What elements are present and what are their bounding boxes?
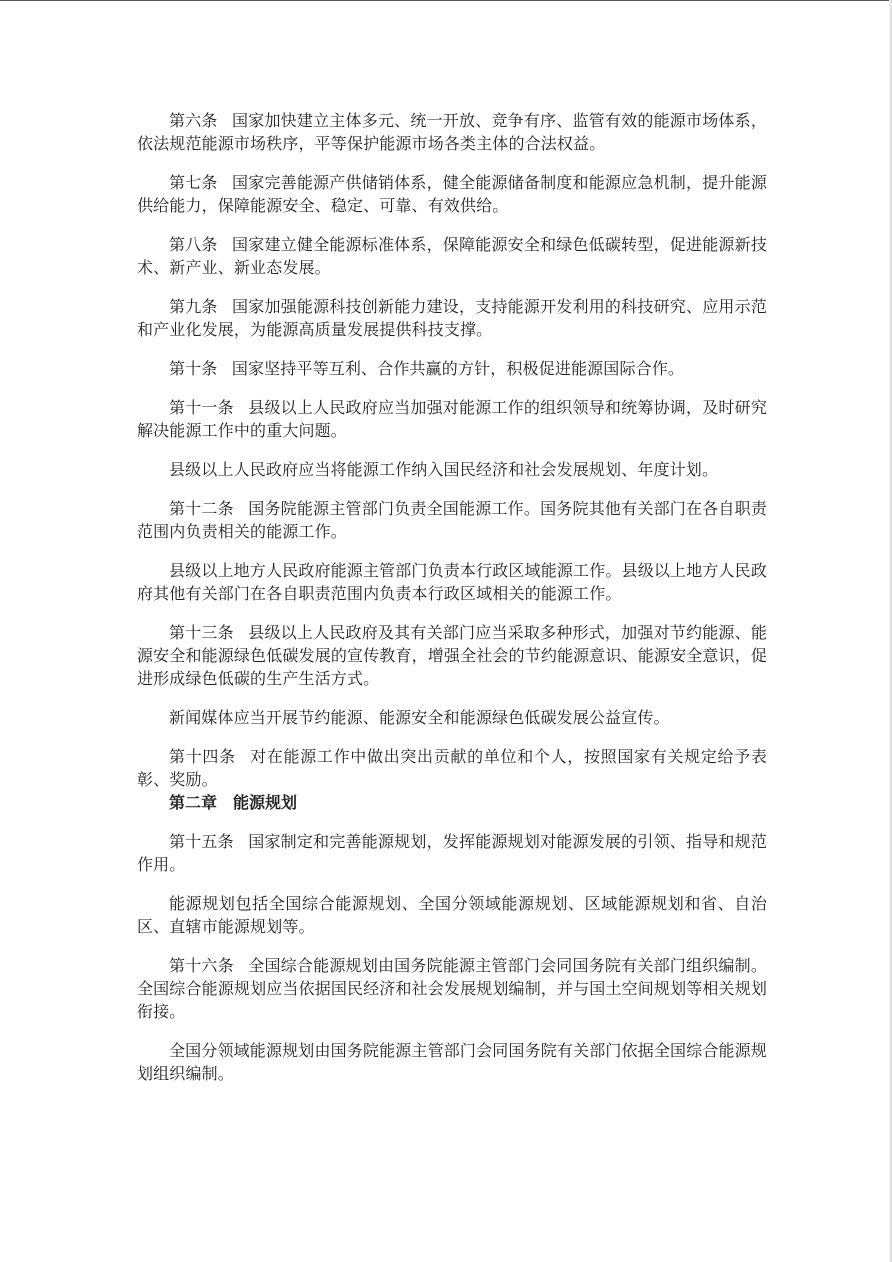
article-13-para-2 (137, 706, 767, 729)
chapter-title: 能源规划 (233, 793, 298, 812)
article-9 (137, 295, 767, 341)
article-14 (137, 745, 767, 791)
article-number: 第十六条 (169, 956, 234, 975)
article-15 (137, 830, 767, 876)
article-text: 县级以上人民政府应当加强对能源工作的组织领导和统筹协调，及时研究解决能源工作中的重大问题。 (137, 398, 767, 440)
article-text: 国家完善能源产供储销体系，健全能源储备制度和能源应急机制，提升能源供给能力，保障能源安全、稳定、可靠、有效供给。 (137, 173, 767, 215)
article-text: 国家建立健全能源标准体系，保障能源安全和绿色低碳转型，促进能源新技术、新产业、新业态发展。 (137, 235, 767, 277)
article-number: 第六条 (169, 111, 218, 130)
article-6 (137, 109, 767, 155)
article-number: 第十条 (169, 359, 218, 378)
article-8 (137, 233, 767, 279)
article-number: 第九条 (169, 297, 218, 316)
chapter-heading (137, 791, 767, 814)
article-13 (137, 621, 767, 690)
article-text: 国家制定和完善能源规划，发挥能源规划对能源发展的引领、指导和规范作用。 (137, 832, 767, 874)
article-text: 县级以上人民政府及其有关部门应当采取多种形式，加强对节约能源、能源安全和能源绿色低碳发展的宣传教育，增强全社会的节约能源意识、能源安全意识，促进形成绿色低碳的生产生活方式。 (137, 623, 767, 688)
article-16-para-2 (137, 1039, 767, 1085)
article-text: 国家加快建立主体多元、统一开放、竞争有序、监管有效的能源市场体系，依法规范能源市场秩序，平等保护能源市场各类主体的合法权益。 (137, 111, 767, 153)
article-number: 第十一条 (169, 398, 234, 417)
document-body (137, 109, 767, 1101)
article-text: 对在能源工作中做出突出贡献的单位和个人，按照国家有关规定给予表彰、奖励。 (137, 747, 767, 789)
article-11 (137, 396, 767, 442)
article-text: 国家加强能源科技创新能力建设，支持能源开发利用的科技研究、应用示范和产业化发展，为能源高质量发展提供科技支撑。 (137, 297, 767, 339)
page-top-border (0, 0, 892, 1)
paragraph-text: 新闻媒体应当开展节约能源、能源安全和能源绿色低碳发展公益宣传。 (169, 708, 670, 727)
article-number: 第十三条 (169, 623, 234, 642)
paragraph-text: 县级以上地方人民政府能源主管部门负责本行政区域能源工作。县级以上地方人民政府其他有关部门在各自职责范围内负责本行政区域相关的能源工作。 (137, 561, 767, 603)
paragraph-text: 能源规划包括全国综合能源规划、全国分领域能源规划、区域能源规划和省、自治区、直辖市能源规划等。 (137, 894, 767, 936)
article-11-para-2 (137, 458, 767, 481)
article-15-para-2 (137, 892, 767, 938)
article-7 (137, 171, 767, 217)
article-12-para-2 (137, 559, 767, 605)
article-number: 第十四条 (169, 747, 236, 766)
paragraph-text: 全国分领域能源规划由国务院能源主管部门会同国务院有关部门依据全国综合能源规划组织编制。 (137, 1041, 767, 1083)
article-text: 全国综合能源规划由国务院能源主管部门会同国务院有关部门组织编制。全国综合能源规划应当依据国民经济和社会发展规划编制，并与国土空间规划等相关规划衔接。 (137, 956, 767, 1021)
chapter-number: 第二章 (169, 793, 218, 812)
article-text: 国家坚持平等互利、合作共赢的方针，积极促进能源国际合作。 (231, 359, 685, 378)
paragraph-text: 县级以上人民政府应当将能源工作纳入国民经济和社会发展规划、年度计划。 (169, 460, 719, 479)
article-text: 国务院能源主管部门负责全国能源工作。国务院其他有关部门在各自职责范围内负责相关的能源工作。 (137, 499, 767, 541)
article-number: 第十五条 (169, 832, 234, 851)
article-number: 第八条 (169, 235, 218, 254)
article-10 (137, 357, 767, 380)
article-number: 第十二条 (169, 499, 234, 518)
article-number: 第七条 (169, 173, 218, 192)
article-16 (137, 954, 767, 1023)
article-12 (137, 497, 767, 543)
